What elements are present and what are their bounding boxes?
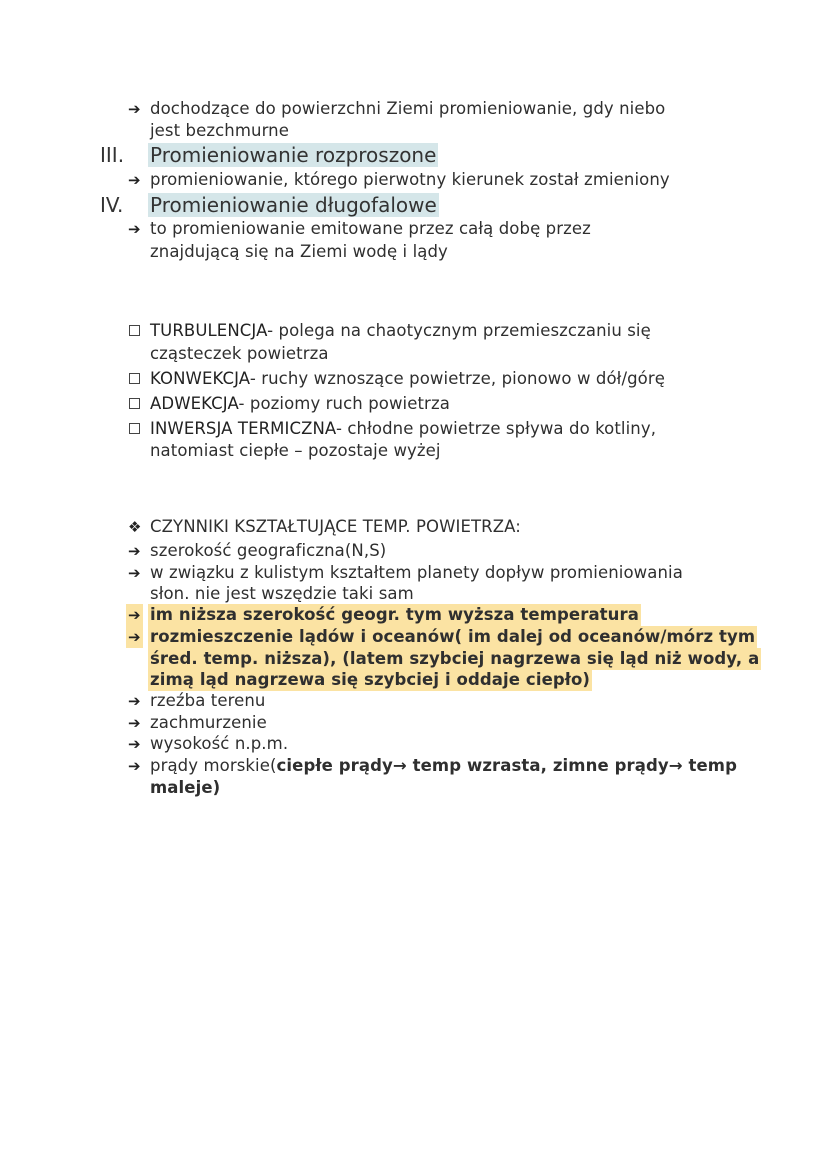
factor-cloud: zachmurzenie [150, 713, 267, 732]
factor-currents-prefix: prądy morskie( [150, 756, 277, 775]
factor-lower-latitude: im niższa szerokość geogr. tym wyższa temperatura [150, 605, 639, 624]
definition-convection [150, 368, 665, 390]
definition-term: INWERSJA TERMICZNA [150, 419, 336, 438]
list-item-scattered: promieniowanie, którego pierwotny kierunek został zmieniony [150, 170, 670, 189]
list-item-longwave-line1: to promieniowanie emitowane przez całą dobę przez [150, 219, 591, 238]
definition-desc: - chłodne powietrze spływa do kotliny, [335, 419, 657, 438]
arrow-bullet-icon: ➔ [128, 100, 141, 118]
diamond-bullet-icon: ❖ [128, 518, 142, 536]
factors-title: CZYNNIKI KSZTAŁTUJĄCE TEMP. POWIETRZA: [150, 517, 521, 536]
arrow-bullet-icon: ➔ [128, 171, 141, 189]
arrow-bullet-icon: ➔ [128, 220, 141, 238]
checkbox-icon [129, 325, 140, 336]
list-item-longwave-line2: znajdującą się na Ziemi wodę i lądy [150, 242, 448, 261]
arrow-bullet-icon: ➔ [128, 628, 141, 646]
arrow-bullet-icon: ➔ [128, 606, 141, 624]
definition-term: ADWEKCJA [150, 394, 239, 413]
arrow-bullet-icon: ➔ [128, 692, 141, 710]
arrow-bullet-icon: ➔ [128, 735, 141, 753]
heading-numeral-3: III. [100, 143, 125, 167]
definition-desc: - polega na chaotycznym przemieszczaniu się [267, 321, 651, 340]
arrow-bullet-icon: ➔ [128, 542, 141, 560]
checkbox-icon [129, 398, 140, 409]
heading-numeral-4: IV. [100, 193, 124, 217]
definition-term: TURBULENCJA [150, 321, 268, 340]
definition-inversion-line1 [150, 418, 656, 440]
arrow-bullet-icon: ➔ [128, 564, 141, 582]
heading-scattered-radiation: Promieniowanie rozproszone [150, 143, 437, 167]
definition-desc: - ruchy wznoszące powietrze, pionowo w dół/górę [249, 369, 666, 388]
factor-relief: rzeźba terenu [150, 691, 266, 710]
definition-turbulence-line1 [150, 320, 651, 342]
definition-advection [150, 393, 450, 415]
arrow-bullet-icon: ➔ [128, 714, 141, 732]
factor-currents-line2: maleje) [150, 778, 221, 797]
definition-term: KONWEKCJA [150, 369, 250, 388]
factor-land-ocean-line2: śred. temp. niższa), (latem szybciej nagrzewa się ląd niż wody, a [150, 649, 760, 668]
factor-sphere-line2: słon. nie jest wszędzie taki sam [150, 584, 414, 603]
factor-currents-line1 [150, 755, 737, 777]
checkbox-icon [129, 423, 140, 434]
factor-land-ocean-line3: zimą ląd nagrzewa się szybciej i oddaje ciepło) [150, 670, 591, 689]
list-item-direct-line2: jest bezchmurne [150, 121, 289, 140]
checkbox-icon [129, 373, 140, 384]
factor-currents-bold: ciepłe prądy→ temp wzrasta, zimne prądy→ temp [276, 756, 737, 775]
definition-inversion-line2: natomiast ciepłe – pozostaje wyżej [150, 441, 441, 460]
factor-latitude: szerokość geograficzna(N,S) [150, 541, 387, 560]
factor-altitude: wysokość n.p.m. [150, 734, 289, 753]
definition-desc: - poziomy ruch powietrza [238, 394, 450, 413]
factor-sphere-line1: w związku z kulistym kształtem planety dopływ promieniowania [150, 563, 683, 582]
definition-turbulence-line2: cząsteczek powietrza [150, 344, 329, 363]
factor-land-ocean-line1: rozmieszczenie lądów i oceanów( im dalej od oceanów/mórz tym [150, 627, 756, 646]
list-item-direct-line1: dochodzące do powierzchni Ziemi promieniowanie, gdy niebo [150, 99, 666, 118]
heading-longwave-radiation: Promieniowanie długofalowe [150, 193, 437, 217]
arrow-bullet-icon: ➔ [128, 757, 141, 775]
